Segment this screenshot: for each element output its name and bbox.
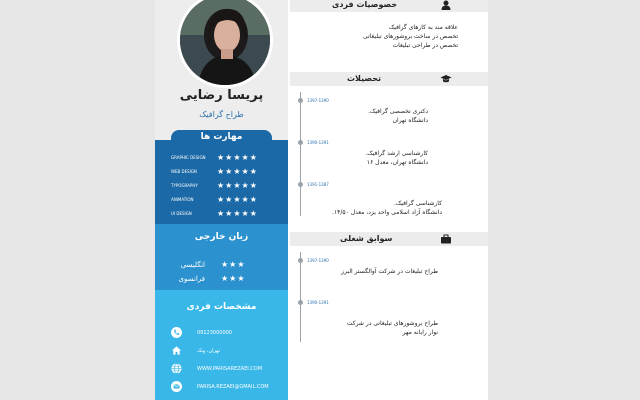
skill-row [155,152,288,164]
skills-section [155,132,288,224]
personal-title: خصوصیات فردی [332,0,398,9]
skill-stars: ★★★★★ [217,181,258,190]
language-stars: ★★★ [221,260,246,269]
education-line: دانشگاه آزاد اسلامی واحد یزد، معدل ۱۴/۵۰. [332,209,442,216]
briefcase-icon [440,234,452,244]
skill-stars: ★★★★★ [217,153,258,162]
contact-text: تهران، ونک [197,348,221,354]
timeline-dot [298,182,303,187]
skill-stars: ★★★★★ [217,209,258,218]
language-stars: ★★★ [221,274,246,283]
personal-line: تخصص در ساخت بروشورهای تبلیغاتی [362,33,458,40]
timeline-dot [298,98,303,103]
timeline-dot [298,258,303,263]
timeline-dot [298,140,303,145]
profile-photo [177,0,273,88]
skill-label: TYPOGRAPHY [171,183,198,188]
contact-title: مشخصات فردی [186,302,257,312]
education-date: 1390-1391 [307,140,329,145]
sidebar [155,0,288,400]
education-line: کارشناسی گرافیک. [394,200,442,207]
work-title: سوابق شغلی [340,234,393,243]
contact-website [171,360,288,378]
contact-email [171,378,288,396]
skill-label: WEB DESIGN [171,169,197,174]
skill-row [155,208,288,220]
skill-stars: ★★★★★ [217,195,258,204]
work-line: طراح تبلیغات در شرکت آوالگستر البرز [341,268,438,275]
skill-row [155,180,288,192]
timeline-dot [298,300,303,305]
education-line: کارشناسی ارشد گرافیک. [365,150,428,157]
languages-section [155,224,288,290]
languages-title: زبان خارجی [194,232,249,242]
personal-line: علاقه مند به کارهای گرافیک [388,24,458,31]
education-line: دانشگاه تهران، معدل ۱۶ [366,159,428,166]
graduation-cap-icon [440,74,452,84]
contact-text: WWW.PARISAREZAEI.COM [197,366,263,372]
education-title: تحصیلات [347,74,382,83]
work-header [290,232,488,246]
resume-page [155,0,488,400]
skill-row [155,194,288,206]
right-background [488,0,640,400]
language-label: فرانسوی [178,275,205,283]
skills-title: مهارت ها [200,132,243,142]
language-row [155,258,288,272]
education-line: دکتری تخصصی گرافیک. [368,108,428,115]
contact-text: 09123000000 [197,330,232,336]
work-line: نوار رایانه مهر [402,329,438,336]
skill-label: ANIMATION [171,197,194,202]
work-line: طراح بروشورهای تبلیغاتی در شرکت [346,320,438,327]
profile-role: طراح گرافیک [199,110,244,119]
education-header [290,72,488,86]
work-date: 1390-1391 [307,300,329,305]
language-label: انگلیسی [180,261,205,269]
profile-name: پریسا رضایی [179,88,264,103]
contact-section [155,290,288,400]
work-timeline [300,252,301,342]
education-date: 1391-1387 [307,182,329,187]
skill-stars: ★★★★★ [217,167,258,176]
skill-label: UI DESIGN [171,211,192,216]
education-line: دانشگاه تهران [392,117,428,124]
personal-header [290,0,488,12]
contact-text: PARISA.REZAEI@GMAIL.COM [197,384,269,390]
skill-label: GRAPHIC DESIGN [171,155,206,160]
home-icon [171,345,182,356]
contact-phone [171,324,288,342]
email-icon [171,381,182,392]
skill-row [155,166,288,178]
user-icon [440,0,452,10]
globe-icon [171,363,182,374]
language-row [155,272,288,286]
education-date: 1397-1390 [307,98,329,103]
contact-address [171,342,288,360]
phone-icon [171,327,182,338]
work-date: 1397-1390 [307,258,329,263]
left-background [0,0,155,400]
personal-line: تخصص در طراحی تبلیغات [392,42,458,49]
education-timeline [300,92,301,216]
